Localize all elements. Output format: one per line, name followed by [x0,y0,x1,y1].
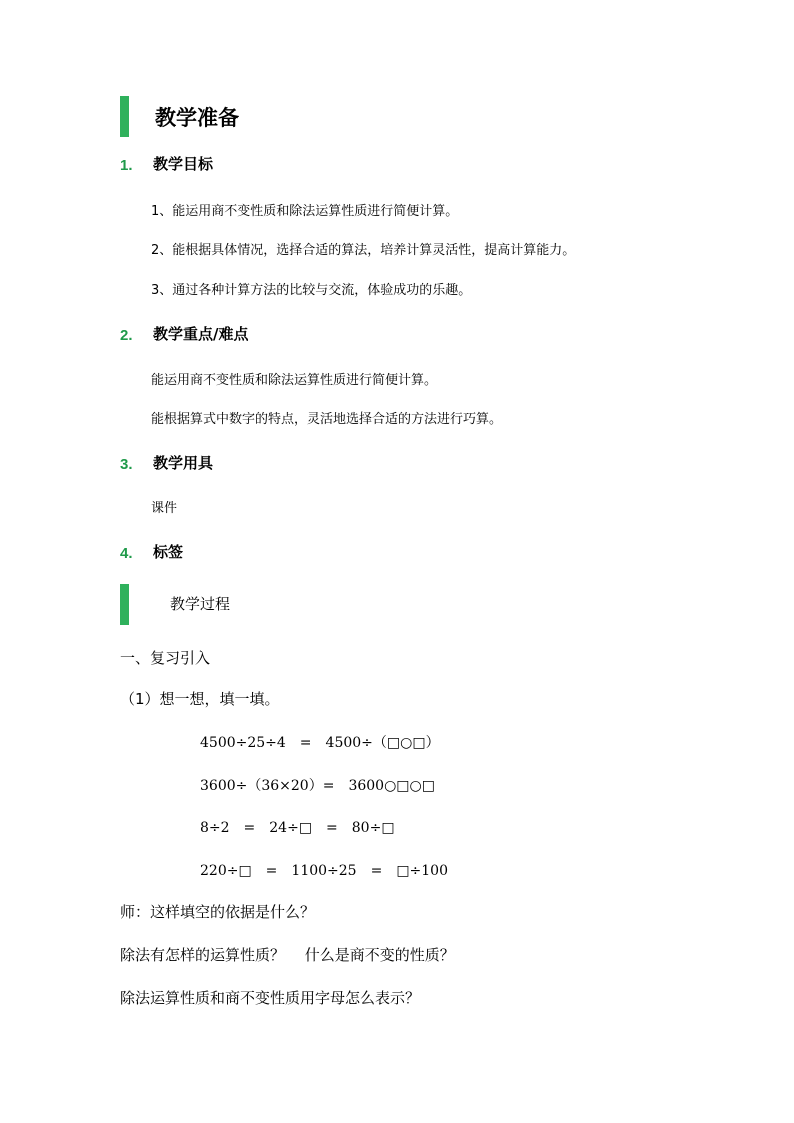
process-heading: 教学过程 [170,595,231,613]
heading-accent-bar [120,96,129,137]
section-title: 教学用具 [153,454,214,472]
section-title: 标签 [153,543,184,561]
list-item: 能根据算式中数字的特点，灵活地选择合适的方法进行巧算。 [151,412,503,427]
equation: 4500÷25÷4 = 4500÷（□○□） [200,735,440,751]
section-title: 教学目标 [153,155,214,173]
heading-accent-bar [120,584,129,625]
body-line: 师：这样填空的依据是什么？ [120,903,316,921]
prep-heading: 教学准备 [155,106,239,130]
list-item: 课件 [151,501,178,516]
body-line: 除法有怎样的运算性质？ 什么是商不变的性质？ [120,946,455,964]
section-number: 2. [120,327,133,344]
section-title: 教学重点/难点 [153,325,249,343]
equation: 3600÷（36×20）= 3600○□○□ [200,778,435,794]
equation: 8÷2 = 24÷□ = 80÷□ [200,820,395,836]
list-item: 能运用商不变性质和除法运算性质进行简便计算。 [151,373,438,388]
list-item: 1、能运用商不变性质和除法运算性质进行简便计算。 [151,204,459,219]
equation: 220÷□ = 1100÷25 = □÷100 [200,863,448,879]
sub-title: （1）想一想，填一填。 [120,690,280,708]
section-number: 3. [120,456,133,473]
section-number: 4. [120,545,133,562]
part-title: 一、复习引入 [120,649,211,667]
section-number: 1. [120,157,133,174]
list-item: 3、通过各种计算方法的比较与交流，体验成功的乐趣。 [151,283,472,298]
body-line: 除法运算性质和商不变性质用字母怎么表示？ [120,989,421,1007]
list-item: 2、能根据具体情况，选择合适的算法，培养计算灵活性，提高计算能力。 [151,243,576,258]
